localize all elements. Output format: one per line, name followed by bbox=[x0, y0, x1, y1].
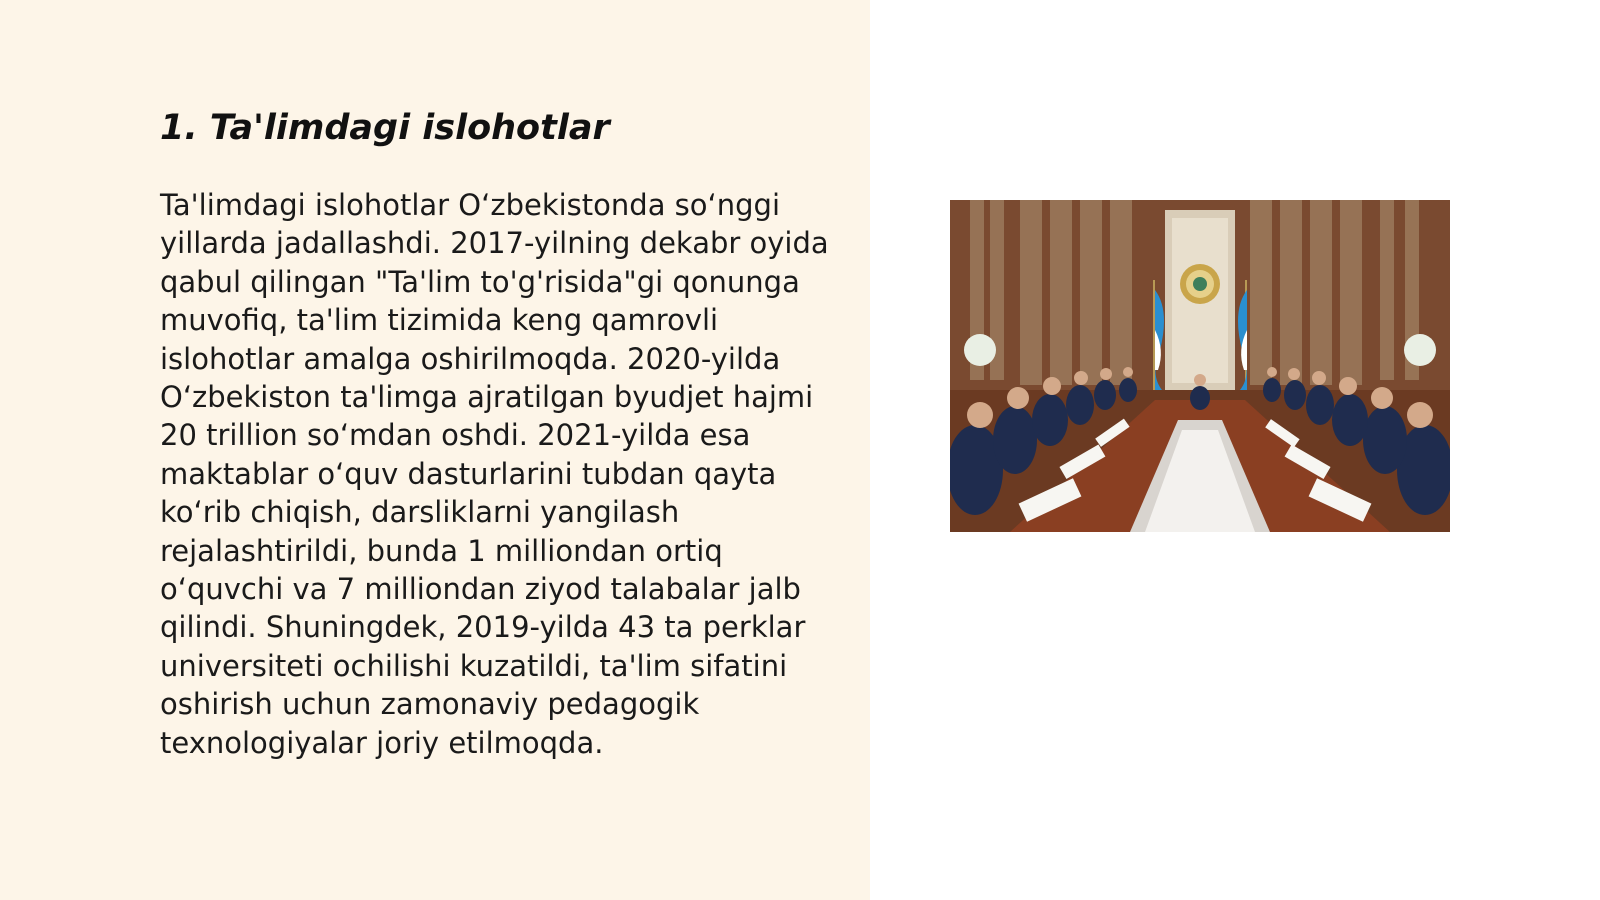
meeting-photo bbox=[950, 200, 1450, 532]
meeting-photo-illustration bbox=[950, 200, 1450, 532]
slide-body-text: Ta'limdagi islohotlar O‘zbekistonda so‘nggi yillarda jadallashdi. 2017-yilning dekabr oyida qabul qilingan "Ta'lim to'g'risida"gi qonunga muvofiq, ta'lim tizimida keng qamrovli islohotlar amalga oshirilmoqda. 2020-yilda O‘zbekiston ta'limga ajratilgan byudjet hajmi 20 trillion so‘mdan oshdi. 2021-yilda esa maktablar o‘quv dasturlarini tubdan qayta ko‘rib chiqish, darsliklarni yangilash rejalashtirildi, bunda 1 milliondan ortiq o‘quvchi va 7 milliondan ziyod talabalar jalb qilindi. Shuningdek, 2019-yilda 43 ta perklar universiteti ochilishi kuzatildi, ta'lim sifatini oshirish uchun zamonaviy pedagogik texnologiyalar joriy etilmoqda. bbox=[160, 188, 829, 760]
slide-heading: 1. Ta'limdagi islohotlar bbox=[160, 108, 610, 148]
